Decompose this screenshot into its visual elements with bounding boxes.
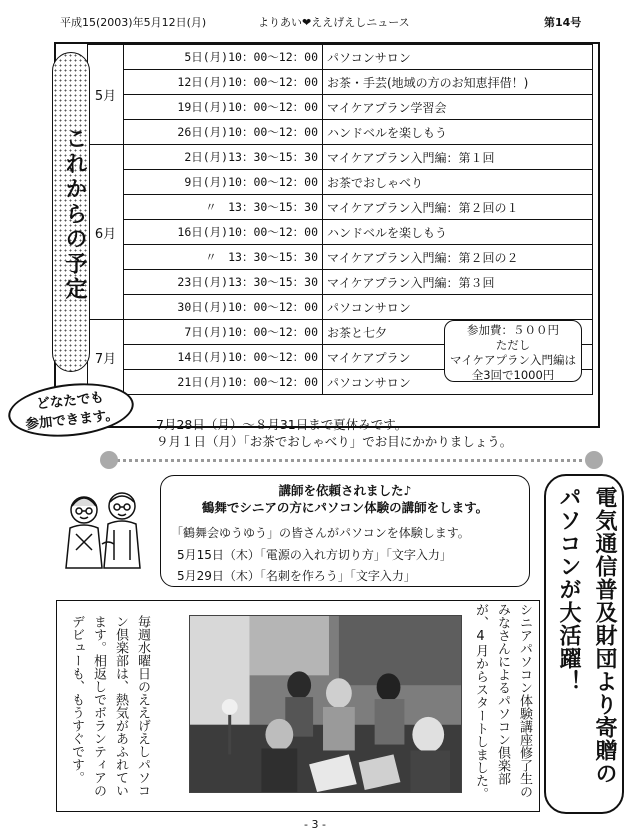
summer-break-notice: [156, 416, 512, 450]
anyone-welcome-badge: [6, 378, 137, 443]
fee-line-4: 全3回で1000円: [471, 368, 555, 382]
issue-date: 平成15(2003)年5月12日(月): [60, 16, 207, 29]
table-row: [88, 220, 593, 245]
heart-icon: ❤: [302, 16, 312, 29]
club-right-text: シニアパソコン体験講座修了生のみなさんによるパソコン倶楽部が、4月からスタートしました。: [473, 603, 532, 800]
fee-line-3: マイケアプラン入門編は: [449, 353, 577, 367]
table-row: [88, 45, 593, 70]
section-divider: [110, 459, 590, 462]
schedule-event: ハンドベルを楽しもう: [323, 120, 593, 145]
divider-dot-left: [100, 451, 118, 469]
club-left-text: 毎週水曜日のええげえしパソコン倶楽部は、熱気があふれています。相返しでボランティアのデビューも、もうすぐです。: [69, 615, 150, 797]
headline-col-2: パソコンが大活躍！: [556, 486, 581, 693]
schedule-event: パソコンサロン: [323, 45, 593, 70]
fee-line-1: 参加費：５００円: [467, 323, 559, 337]
lecturer-line-1: 「鶴舞会ゆうゆう」の皆さんがパソコンを体験します。: [171, 526, 470, 540]
schedule-event: マイケアプラン入門編：第１回: [323, 145, 593, 170]
lecturer-line-3: 5月29日（木）「名刺を作ろう」「文字入力」: [177, 569, 416, 583]
table-row: [88, 270, 593, 295]
schedule-date: 21日(月)10：00～12：00: [124, 370, 323, 395]
schedule-date: 9日(月)10：00～12：00: [124, 170, 323, 195]
table-row: [88, 95, 593, 120]
table-row: [88, 295, 593, 320]
donation-headline: [550, 486, 622, 806]
schedule-event: マイケアプラン入門編：第２回の２: [323, 245, 593, 270]
schedule-date: 14日(月)10：00～12：00: [124, 345, 323, 370]
schedule-date: 7日(月)10：00～12：00: [124, 320, 323, 345]
schedule-date: 5日(月)10：00～12：00: [124, 45, 323, 70]
table-row: [88, 170, 593, 195]
schedule-event: ハンドベルを楽しもう: [323, 220, 593, 245]
donation-headline-box: [544, 474, 624, 814]
newsletter-title: [258, 14, 410, 30]
schedule-event: マイケアプラン学習会: [323, 95, 593, 120]
schedule-date: 16日(月)10：00～12：00: [124, 220, 323, 245]
page-number: - 3 -: [304, 818, 326, 831]
fee-box: [444, 320, 582, 382]
schedule-event: お茶でおしゃべり: [323, 170, 593, 195]
badge-line-1: どなたでも: [35, 389, 105, 413]
schedule-event: お茶・手芸(地域の方のお知恵拝借！): [323, 70, 593, 95]
summer-line-2: ９月１日（月）「お茶でおしゃべり」でお目にかかりましょう。: [156, 434, 513, 449]
fee-line-2: ただし: [495, 338, 531, 352]
schedule-event: マイケアプラン入門編：第２回の１: [323, 195, 593, 220]
month-june: 6月: [88, 145, 124, 320]
schedule-date: 23日(月)13：30～15：30: [124, 270, 323, 295]
schedule-date: 19日(月)10：00～12：00: [124, 95, 323, 120]
month-july: 7月: [88, 320, 124, 395]
table-row: [88, 145, 593, 170]
lecturer-title: 講師を依頼されました♪: [278, 483, 412, 498]
lecturer-line-2: 5月15日（木）「電源の入れ方切り方」「文字入力」: [177, 548, 452, 562]
divider-dot-right: [585, 451, 603, 469]
table-row: [88, 70, 593, 95]
schedule-event: マイケアプラン: [323, 345, 593, 370]
schedule-heading: これからの予定: [62, 126, 87, 302]
schedule-date: 26日(月)10：00～12：00: [124, 120, 323, 145]
schedule-event: お茶と七夕: [323, 320, 593, 345]
schedule-date: 〃 13：30～15：30: [124, 195, 323, 220]
table-row: [88, 120, 593, 145]
schedule-event: パソコンサロン: [323, 295, 593, 320]
schedule-event: パソコンサロン: [323, 370, 593, 395]
month-may: 5月: [88, 45, 124, 145]
title-part-1: よりあい: [258, 16, 302, 29]
summer-line-1: 7月28日（月）～８月31日まで夏休みです。: [156, 417, 408, 432]
title-part-2: ええげえしニュース: [311, 16, 410, 29]
lecturer-subtitle: 鶴舞でシニアの方にパソコン体験の講師をします。: [201, 500, 489, 515]
issue-number: 第14号: [544, 16, 582, 29]
schedule-event: マイケアプラン入門編：第３回: [323, 270, 593, 295]
schedule-date: 12日(月)10：00～12：00: [124, 70, 323, 95]
lecturer-notice-box: [160, 475, 530, 587]
table-row: [88, 195, 593, 220]
seniors-couple-illustration: [58, 486, 150, 576]
club-section: [56, 600, 540, 812]
table-row: [88, 245, 593, 270]
schedule-date: 〃 13：30～15：30: [124, 245, 323, 270]
schedule-date: 2日(月)13：30～15：30: [124, 145, 323, 170]
club-photo: [189, 615, 462, 793]
schedule-date: 30日(月)10：00～12：00: [124, 295, 323, 320]
badge-line-2: 参加できます。: [24, 407, 120, 433]
headline-col-1: 電気通信普及財団より寄贈の: [592, 486, 617, 785]
